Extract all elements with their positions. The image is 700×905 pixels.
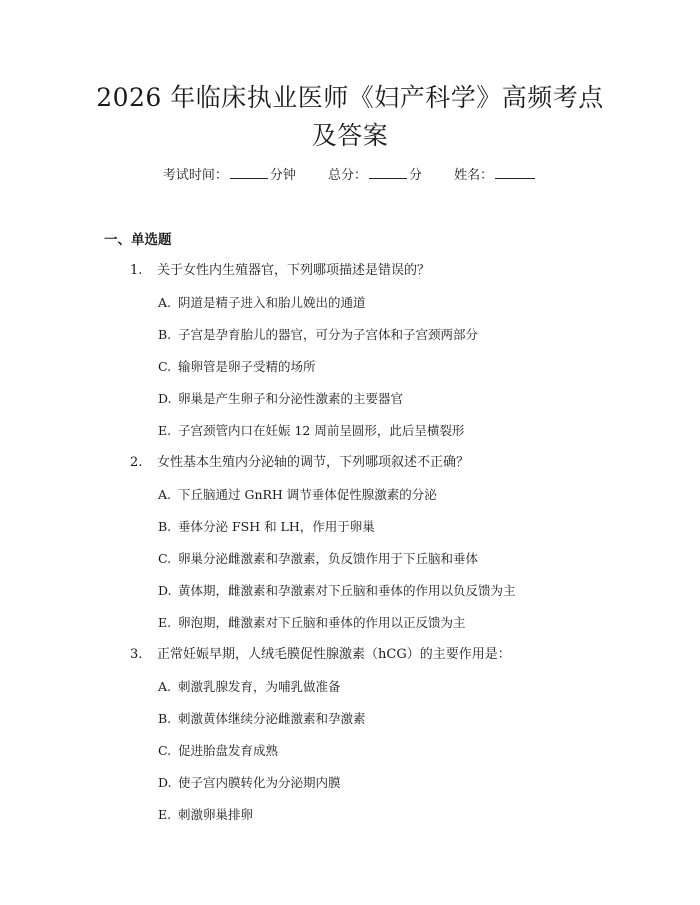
option-letter: C. [158, 551, 172, 566]
option-letter: E. [158, 615, 172, 630]
option-text: 下丘脑通过 GnRH 调节垂体促性腺激素的分泌 [178, 487, 437, 502]
question-2-option-d [158, 581, 516, 601]
question-number: 2. [130, 455, 143, 470]
question-text: 女性基本生殖内分泌轴的调节，下列哪项叙述不正确？ [157, 455, 470, 470]
question-3-option-a [158, 677, 341, 697]
option-text: 促进胎盘发育成熟 [178, 743, 279, 758]
exam-info-line [0, 166, 700, 186]
option-letter: B. [158, 327, 172, 342]
option-letter: C. [158, 743, 172, 758]
option-text: 刺激黄体继续分泌雌激素和孕激素 [178, 711, 366, 726]
option-letter: E. [158, 423, 172, 438]
option-letter: D. [158, 775, 172, 790]
option-text: 刺激卵巢排卵 [178, 807, 254, 822]
option-text: 使子宫内膜转化为分泌期内膜 [178, 775, 341, 790]
option-text: 垂体分泌 FSH 和 LH，作用于卵巢 [178, 519, 375, 534]
question-2-option-c [158, 549, 478, 569]
exam-time-label: 考试时间： [162, 168, 228, 183]
exam-time-unit: 分钟 [269, 168, 296, 183]
total-score-blank[interactable] [369, 166, 407, 179]
exam-time-field [163, 166, 296, 186]
option-text: 黄体期，雌激素和孕激素对下丘脑和垂体的作用以负反馈为主 [178, 583, 516, 598]
option-letter: D. [158, 583, 172, 598]
name-label: 姓名： [454, 168, 494, 183]
question-text: 关于女性内生殖器官，下列哪项描述是错误的？ [157, 263, 431, 278]
question-3-option-b [158, 709, 366, 729]
question-1-option-d [158, 389, 403, 409]
exam-time-blank[interactable] [230, 166, 268, 179]
question-1-option-c [158, 357, 316, 377]
option-text: 卵泡期，雌激素对下丘脑和垂体的作用以正反馈为主 [178, 615, 466, 630]
option-text: 卵巢分泌雌激素和孕激素，负反馈作用于下丘脑和垂体 [178, 551, 479, 566]
question-2-option-a [158, 485, 437, 505]
question-3 [130, 645, 511, 665]
option-text: 子宫是孕育胎儿的器官，可分为子宫体和子宫颈两部分 [178, 327, 479, 342]
question-3-option-c [158, 741, 278, 761]
document-title-line-1: 2026 年临床执业医师《妇产科学》高频考点 [96, 83, 604, 112]
option-letter: A. [158, 487, 172, 502]
option-letter: B. [158, 519, 172, 534]
option-text: 卵巢是产生卵子和分泌性激素的主要器官 [178, 391, 404, 406]
option-text: 输卵管是卵子受精的场所 [178, 359, 316, 374]
document-title-line-2: 及答案 [311, 121, 389, 150]
name-field [454, 166, 537, 186]
question-number: 1. [130, 263, 143, 278]
option-letter: D. [158, 391, 172, 406]
option-letter: B. [158, 711, 172, 726]
section-heading: 一、单选题 [104, 232, 172, 248]
total-score-label: 总分： [327, 168, 367, 183]
option-letter: E. [158, 807, 172, 822]
question-1 [130, 261, 430, 281]
question-text: 正常妊娠早期，人绒毛膜促性腺激素（hCG）的主要作用是： [157, 647, 511, 662]
option-letter: A. [158, 295, 172, 310]
option-letter: A. [158, 679, 172, 694]
question-2 [130, 453, 469, 473]
question-number: 3. [130, 647, 143, 662]
option-letter: C. [158, 359, 172, 374]
total-score-field [328, 166, 422, 186]
question-2-option-b [158, 517, 375, 537]
question-3-option-d [158, 773, 341, 793]
question-3-option-e [158, 805, 253, 825]
total-score-unit: 分 [409, 168, 423, 183]
question-1-option-e [158, 421, 464, 441]
question-1-option-b [158, 325, 478, 345]
option-text: 子宫颈管内口在妊娠 12 周前呈圆形，此后呈横裂形 [178, 423, 465, 438]
name-blank[interactable] [495, 166, 535, 179]
question-2-option-e [158, 613, 466, 633]
option-text: 阴道是精子进入和胎儿娩出的通道 [178, 295, 366, 310]
option-text: 刺激乳腺发育，为哺乳做准备 [178, 679, 341, 694]
question-1-option-a [158, 293, 366, 313]
